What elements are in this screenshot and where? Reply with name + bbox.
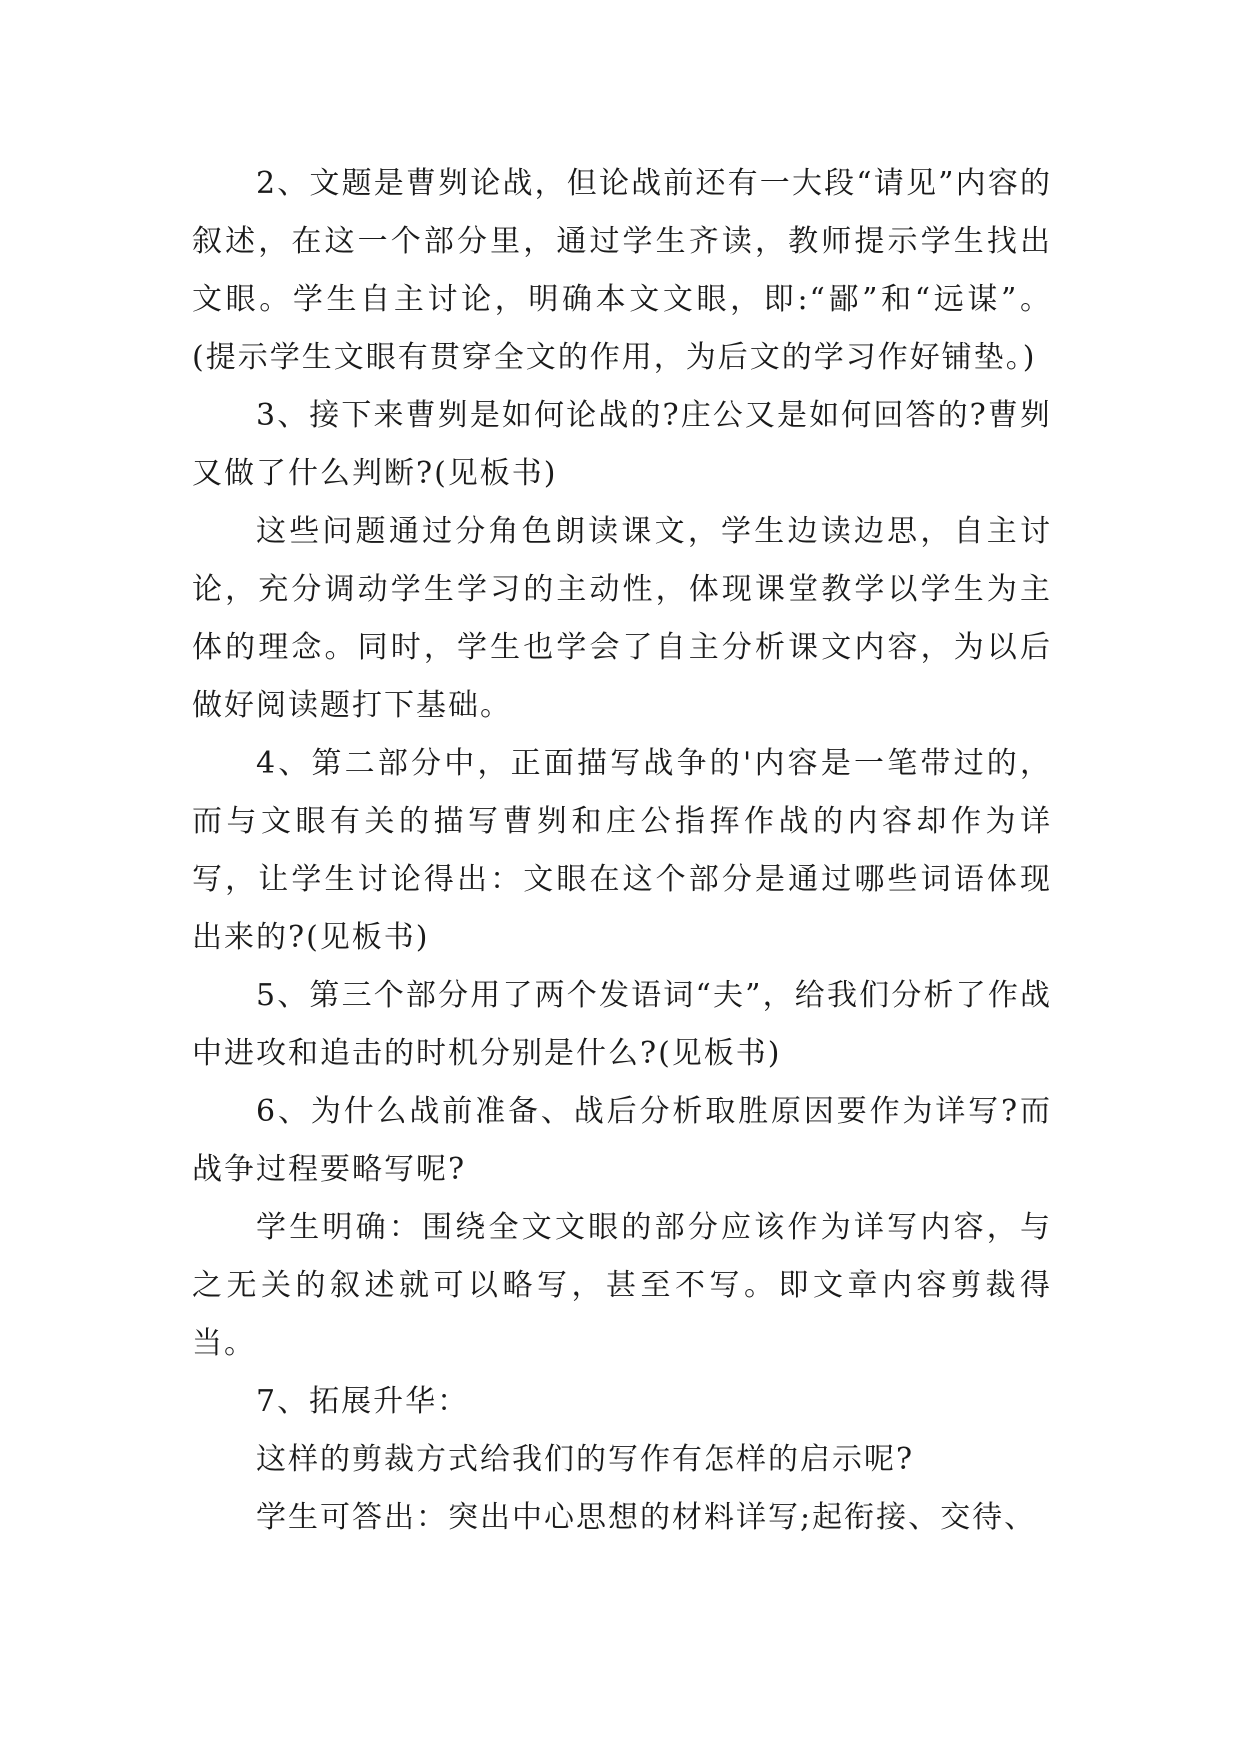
- paragraph-discussion: 这些问题通过分角色朗读课文，学生边读边思，自主讨论，充分调动学生学习的主动性，体现课堂教学以学生为主体的理念。同时，学生也学会了自主分析课文内容，为以后做好阅读题打下基础。: [192, 514, 1052, 723]
- paragraph-question: 这样的剪裁方式给我们的写作有怎样的启示呢?: [256, 1442, 915, 1477]
- paragraph-4: 4、第二部分中，正面描写战争的'内容是一笔带过的，而与文眼有关的描写曹刿和庄公指挥作战的内容却作为详写，让学生讨论得出：文眼在这个部分是通过哪些词语体现出来的?(见板书): [192, 746, 1052, 955]
- paragraph-2: 2、文题是曹刿论战，但论战前还有一大段“请见”内容的叙述，在这一个部分里，通过学生齐读，教师提示学生找出文眼。学生自主讨论，明确本文文眼，即:“鄙”和“远谋”。(提示学生文眼有贯穿全文的作用，为后文的学习作好铺垫。): [192, 166, 1052, 375]
- paragraph-3: 3、接下来曹刿是如何论战的?庄公又是如何回答的?曹刿又做了什么判断?(见板书): [192, 398, 1052, 491]
- paragraph-7: 7、拓展升华：: [256, 1384, 470, 1419]
- paragraph-student-answer: 学生明确：围绕全文文眼的部分应该作为详写内容，与之无关的叙述就可以略写，甚至不写。即文章内容剪裁得当。: [192, 1210, 1052, 1361]
- document-body: [192, 155, 1052, 1547]
- paragraph-5: 5、第三个部分用了两个发语词“夫”，给我们分析了作战中进攻和追击的时机分别是什么?(见板书): [192, 978, 1052, 1071]
- paragraph-student-response: 学生可答出：突出中心思想的材料详写;起衔接、交待、: [256, 1500, 1037, 1535]
- paragraph-6: 6、为什么战前准备、战后分析取胜原因要作为详写?而战争过程要略写呢?: [192, 1094, 1052, 1187]
